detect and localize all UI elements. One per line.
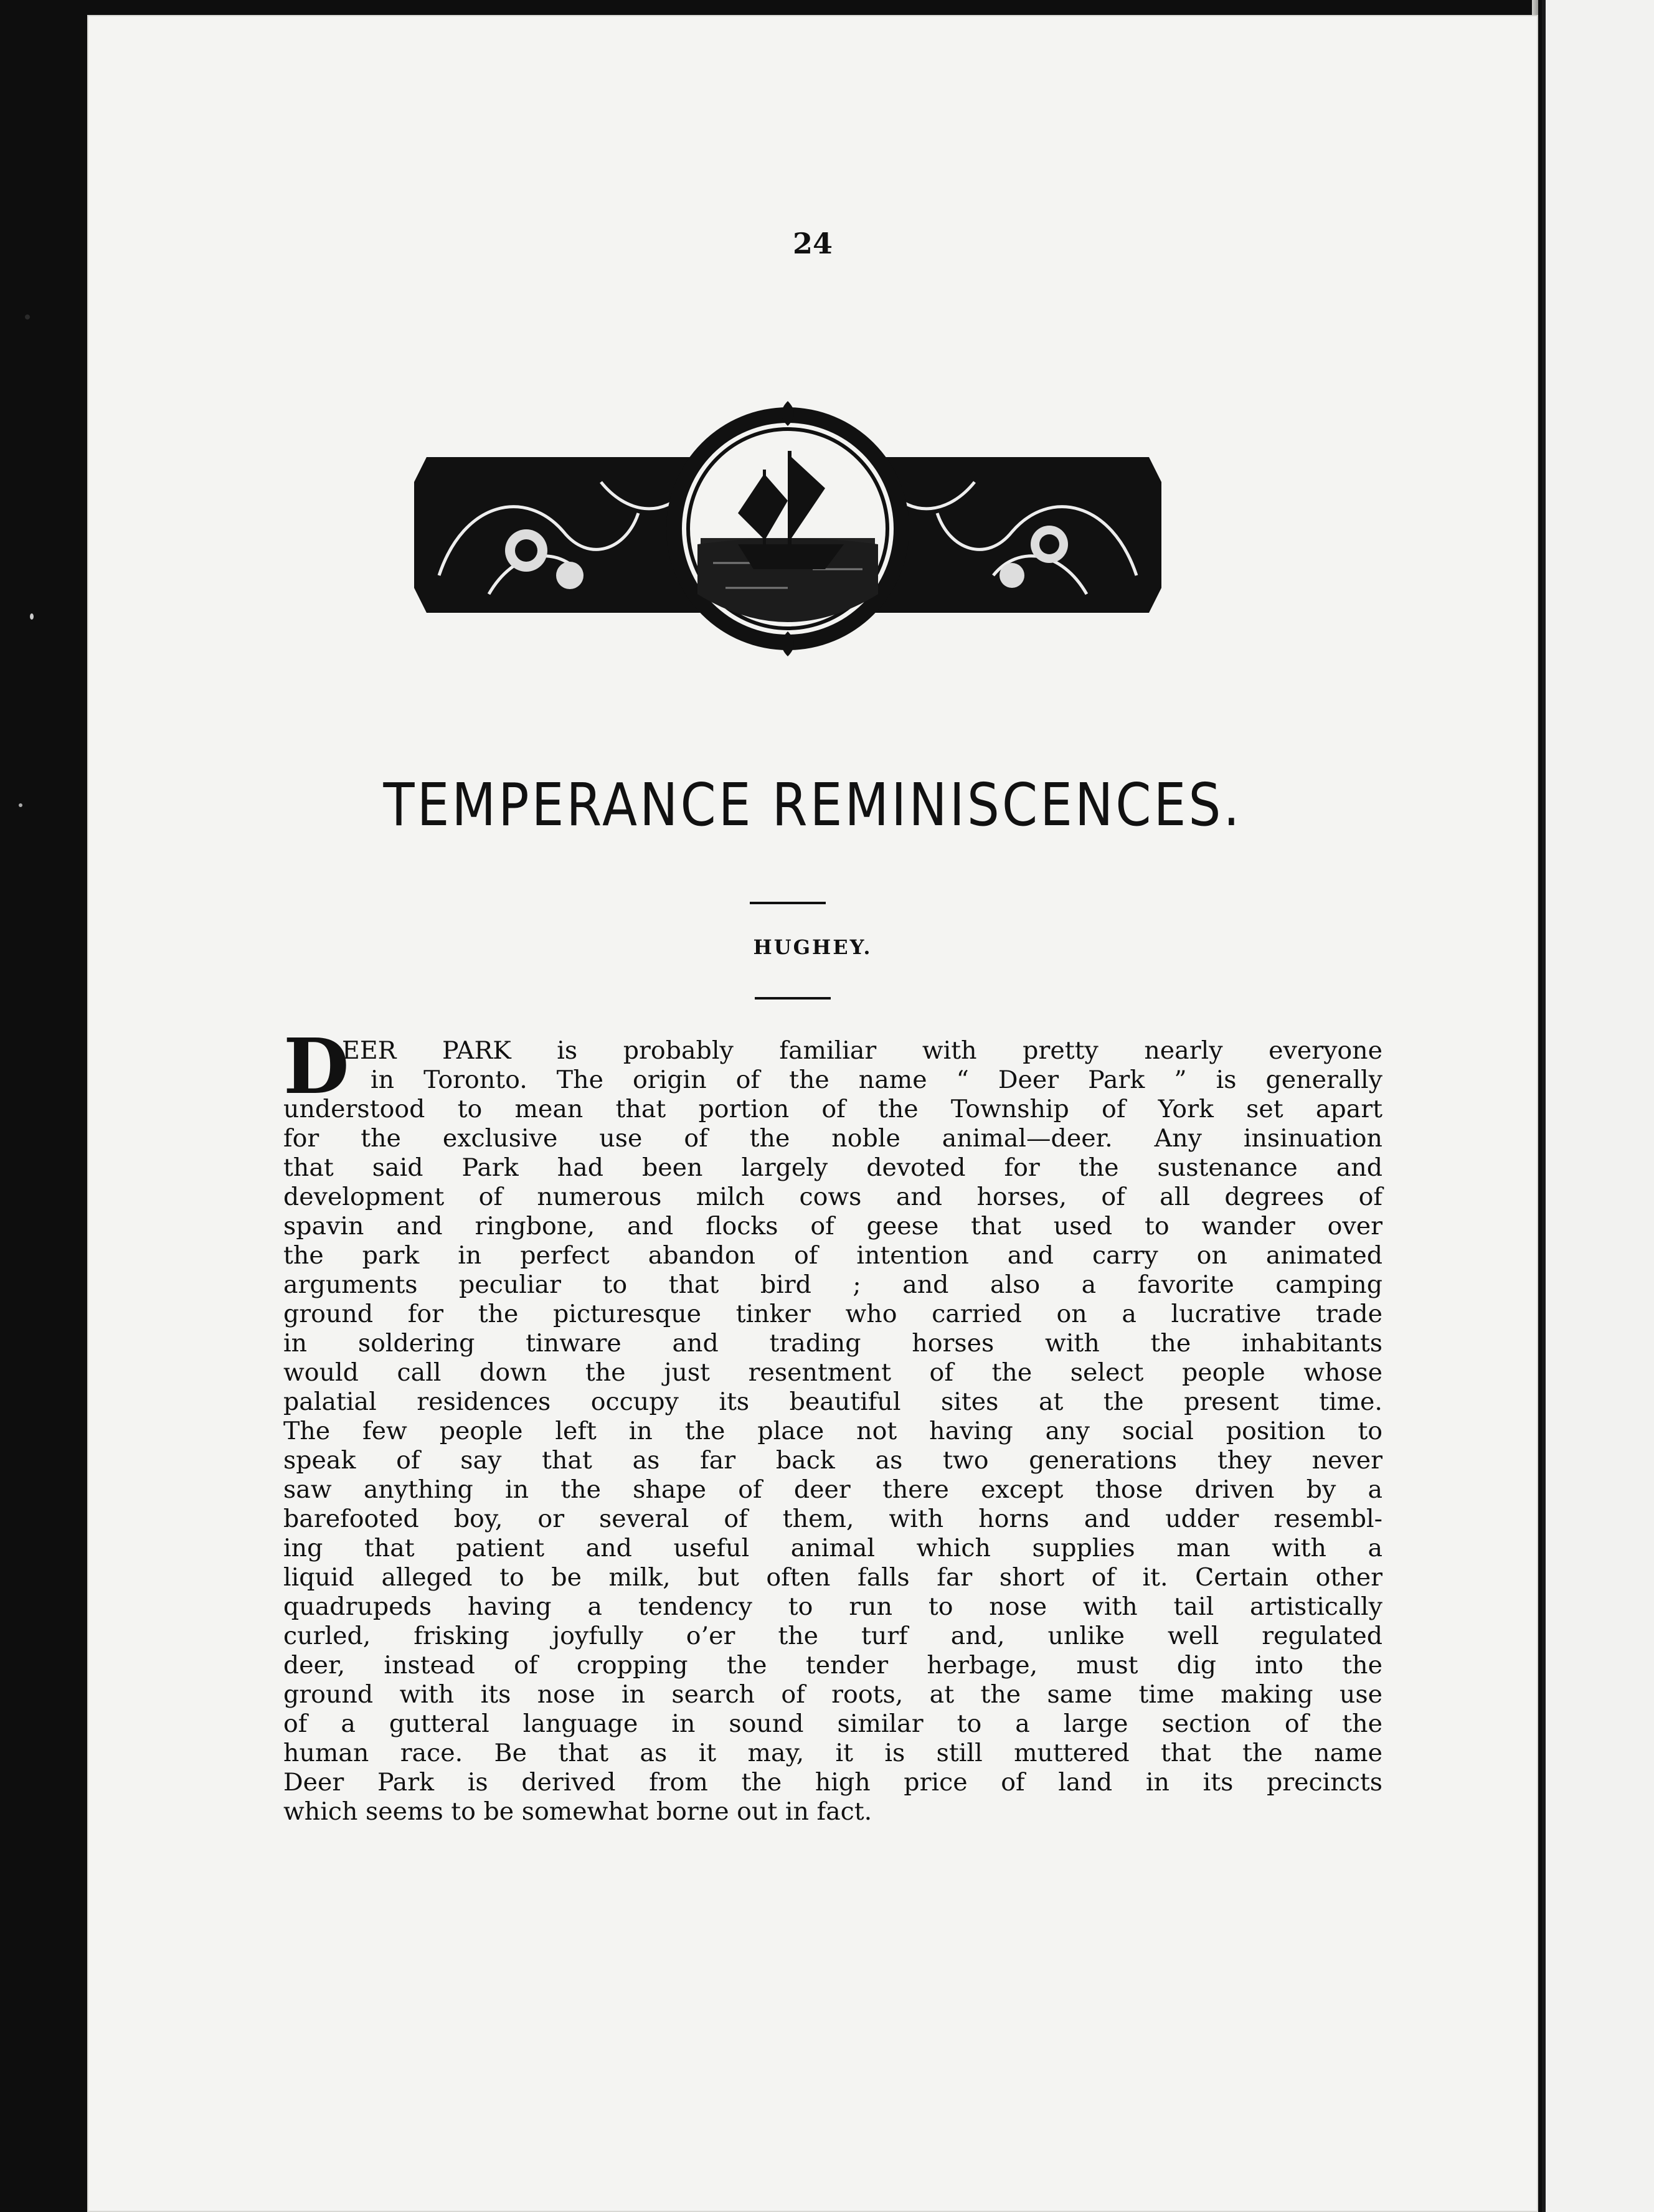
text-line: liquid alleged to be milk, but often falls far short of it. Certain other xyxy=(283,1563,1382,1592)
text-line: palatial residences occupy its beautiful sites at the present time. xyxy=(283,1387,1382,1416)
text-line: development of numerous milch cows and horses, of all degrees of xyxy=(283,1183,1382,1211)
text-line: arguments peculiar to that bird ; and also a favorite camping xyxy=(283,1270,1382,1299)
text-line: Deer Park is derived from the high price of land in its precincts xyxy=(283,1768,1382,1797)
text-line: ground with its nose in search of roots, at the same time making use xyxy=(283,1680,1382,1709)
text-line: curled, frisking joyfully o’er the turf and, unlike well regulated xyxy=(283,1622,1382,1650)
scan-speck xyxy=(25,314,30,319)
facing-page-edge xyxy=(1542,0,1654,2212)
text-line: speak of say that as far back as two generations they never xyxy=(283,1446,1382,1475)
text-line: which seems to be somewhat borne out in fact. xyxy=(283,1797,872,1826)
text-line: human race. Be that as it may, it is still muttered that the name xyxy=(283,1739,1382,1767)
text-line: barefooted boy, or several of them, with horns and udder resembl- xyxy=(283,1505,1382,1533)
text-line: in soldering tinware and trading horses with the inhabitants xyxy=(283,1329,1382,1358)
text-line: in Toronto. The origin of the name “ Deer Park ” is generally xyxy=(371,1066,1382,1094)
text-line: ground for the picturesque tinker who carried on a lucrative trade xyxy=(283,1300,1382,1328)
text-line: understood to mean that portion of the Township of York set apart xyxy=(283,1095,1382,1123)
scan-speck xyxy=(30,613,34,620)
text-line: would call down the just resentment of the select people whose xyxy=(283,1358,1382,1387)
text-line: deer, instead of cropping the tender herbage, must dig into the xyxy=(283,1651,1382,1680)
body-paragraph xyxy=(283,1021,1382,1827)
page-number: 24 xyxy=(792,227,833,260)
text-layer xyxy=(87,0,1538,2212)
text-line: of a gutteral language in sound similar to a large section of the xyxy=(283,1709,1382,1738)
text-line: for the exclusive use of the noble animal—deer. Any insinuation xyxy=(283,1124,1382,1153)
text-line: spavin and ringbone, and flocks of geese that used to wander over xyxy=(283,1212,1382,1241)
text-line: quadrupeds having a tendency to run to nose with tail artistically xyxy=(283,1592,1382,1621)
section-subtitle: HUGHEY. xyxy=(753,935,872,959)
text-line: EER PARK is probably familiar with pretty nearly everyone xyxy=(342,1036,1382,1065)
text-line: the park in perfect abandon of intention and carry on animated xyxy=(283,1241,1382,1270)
drop-cap: D xyxy=(283,1021,349,1111)
scan-speck xyxy=(19,803,22,807)
text-line: that said Park had been largely devoted for the sustenance and xyxy=(283,1153,1382,1182)
text-line: saw anything in the shape of deer there except those driven by a xyxy=(283,1475,1382,1504)
text-line: The few people left in the place not having any social position to xyxy=(283,1417,1382,1445)
chapter-title: TEMPERANCE REMINISCENCES. xyxy=(383,771,1242,840)
text-line: ing that patient and useful animal which supplies man with a xyxy=(283,1534,1382,1562)
